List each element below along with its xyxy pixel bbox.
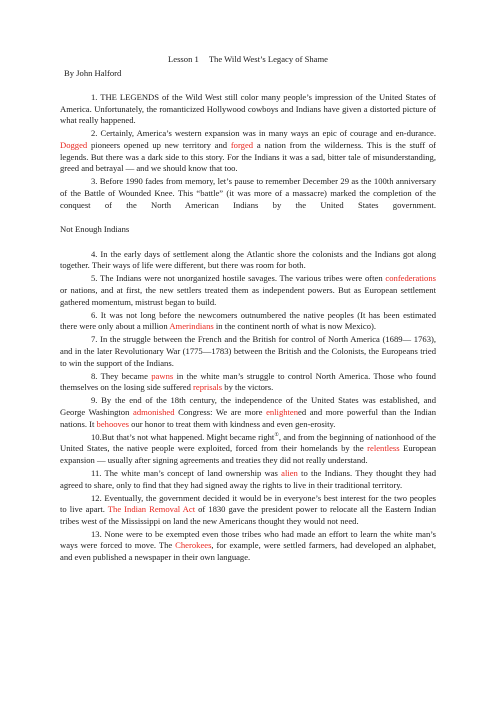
paragraph [60,92,436,127]
paragraph [60,468,436,491]
section-heading: Not Enough Indians [60,224,130,235]
text-run: a nation from the wilderness. This is the stuff of legends. But there was a dark side to this story. For the Indians it was a sad, bitter tale of misunderstanding, greed and betrayal — and we should know that too. [60,140,436,174]
highlighted-term: Cherokees [175,540,212,551]
text-run: our honor to treat them with kindness and even gen-erosity. [129,418,336,429]
text-run: 6. It was not long before the newcomers outnumbered the native peoples (It has been estimated there were only about a million [60,309,436,332]
paragraph [60,249,436,272]
lesson-title-text: The Wild West’s Legacy of Shame [208,54,328,64]
text-run: in the white man’s struggle to control North America. Those who found themselves on the losing side suffered [60,370,436,393]
highlighted-term: relentless [367,443,400,454]
text-run: , for example, were settled farmers, had developed an alphabet, and even published a newspaper in their own language. [60,540,437,563]
text-run: 12. Eventually, the government decided it would be in everyone’s best interest for the two peoples to live apart. [60,492,436,515]
paragraph [60,128,436,174]
paragraph-group-main [60,249,436,564]
paragraph [60,310,436,333]
text-run: Congress: We are more [174,406,267,417]
text-run: 4. In the early days of settlement along the Atlantic shore the colonists and the Indians got along together. Their ways of life were different, but there was room for both. [60,248,436,271]
lesson-title [60,54,436,66]
highlighted-term: Amerindians [169,321,214,332]
text-run: 13. None were to be exempted even those tribes who had made an effort to learn the white man’s ways were forced to move. The [60,528,436,551]
text-run: 2. Certainly, America’s western expansion was in many ways an epic of courage and en-durance. [91,128,436,139]
text-run: 1. THE LEGENDS of the Wild West still color many people’s impression of the United States of America. Unfortunately, the romanticized Hollywood cowboys and Indians have given a distorted picture of what really happened. [60,92,436,126]
text-run: pioneers opened up new territory and [87,140,231,151]
paragraph [60,432,436,467]
document-page [60,54,436,565]
text-run: in the continent north of what is now Mexico). [213,321,377,332]
paragraph [60,273,436,308]
paragraph [60,493,436,528]
text-run: ed and more powerful than the Indian nations. It [60,406,436,429]
text-run: 5. The Indians were not unorganized hostile savages. The various tribes were often [91,273,386,284]
paragraph-group-intro [60,92,436,211]
text-run: 3. Before 1990 fades from memory, let’s pause to remember December 29 as the 100th anniversary of the Battle of Wounded Knee. This “battle” (it was more of a massacre) marked the completion of the conquest of the North American Indians by the United States government. [60,176,436,210]
text-run: 8. They became [91,370,152,381]
text-run: or nations, and at first, the new settlers treated them as independent powers. But as European settlement gathered momentum, mistrust began to build. [60,285,436,307]
highlighted-term: pawns [151,370,174,381]
text-run: to the Indians. They thought they had agreed to share, only to find that they had signed away the rights to live in their traditional territory. [60,467,436,490]
highlighted-term: behooves [96,418,129,429]
text-run: 10.But that’s not what happened. Might became right [91,431,275,442]
highlighted-term: admonished [133,406,175,417]
highlighted-term: reprisals [193,382,223,393]
highlighted-term: forged [230,140,254,151]
author-byline: By John Halford [64,67,122,78]
highlighted-term: confederations [385,273,436,284]
text-run: 11. The white man’s concept of land ownership was [91,467,282,478]
highlighted-term: alien [281,467,298,478]
highlighted-term: The Indian Removal Act [107,504,196,515]
text-run: 9. By the end of the 18th century, the independence of the United States was established, and George Washington [60,395,436,417]
text-run: European expansion — usually after signing agreements and treaties they did not really understand. [60,443,437,465]
footnote-marker: ① [274,432,279,438]
text-run: , and from the beginning of nationhood of the United States, the native people were exploited, forced from their homelands by the [60,431,436,454]
highlighted-term: Dogged [60,140,88,151]
text-run: of 1830 gave the president power to relocate all the Eastern Indian tribes west of the Mississippi on land the new Americans thought they would not need. [60,504,436,526]
paragraph [60,334,436,369]
text-run: 7. In the struggle between the French and the British for control of North America (1689— 1763), and in the later Revolutionary War (1775—1783) between the British and the Colonists, the Europeans tried to win the support of the Indians. [60,334,436,368]
paragraph [60,176,436,211]
paragraph [60,529,436,564]
text-run: by the victors. [222,382,274,393]
lesson-number: Lesson 1 [168,54,199,64]
paragraph [60,395,436,430]
paragraph [60,371,436,394]
highlighted-term: enlighten [266,406,299,417]
